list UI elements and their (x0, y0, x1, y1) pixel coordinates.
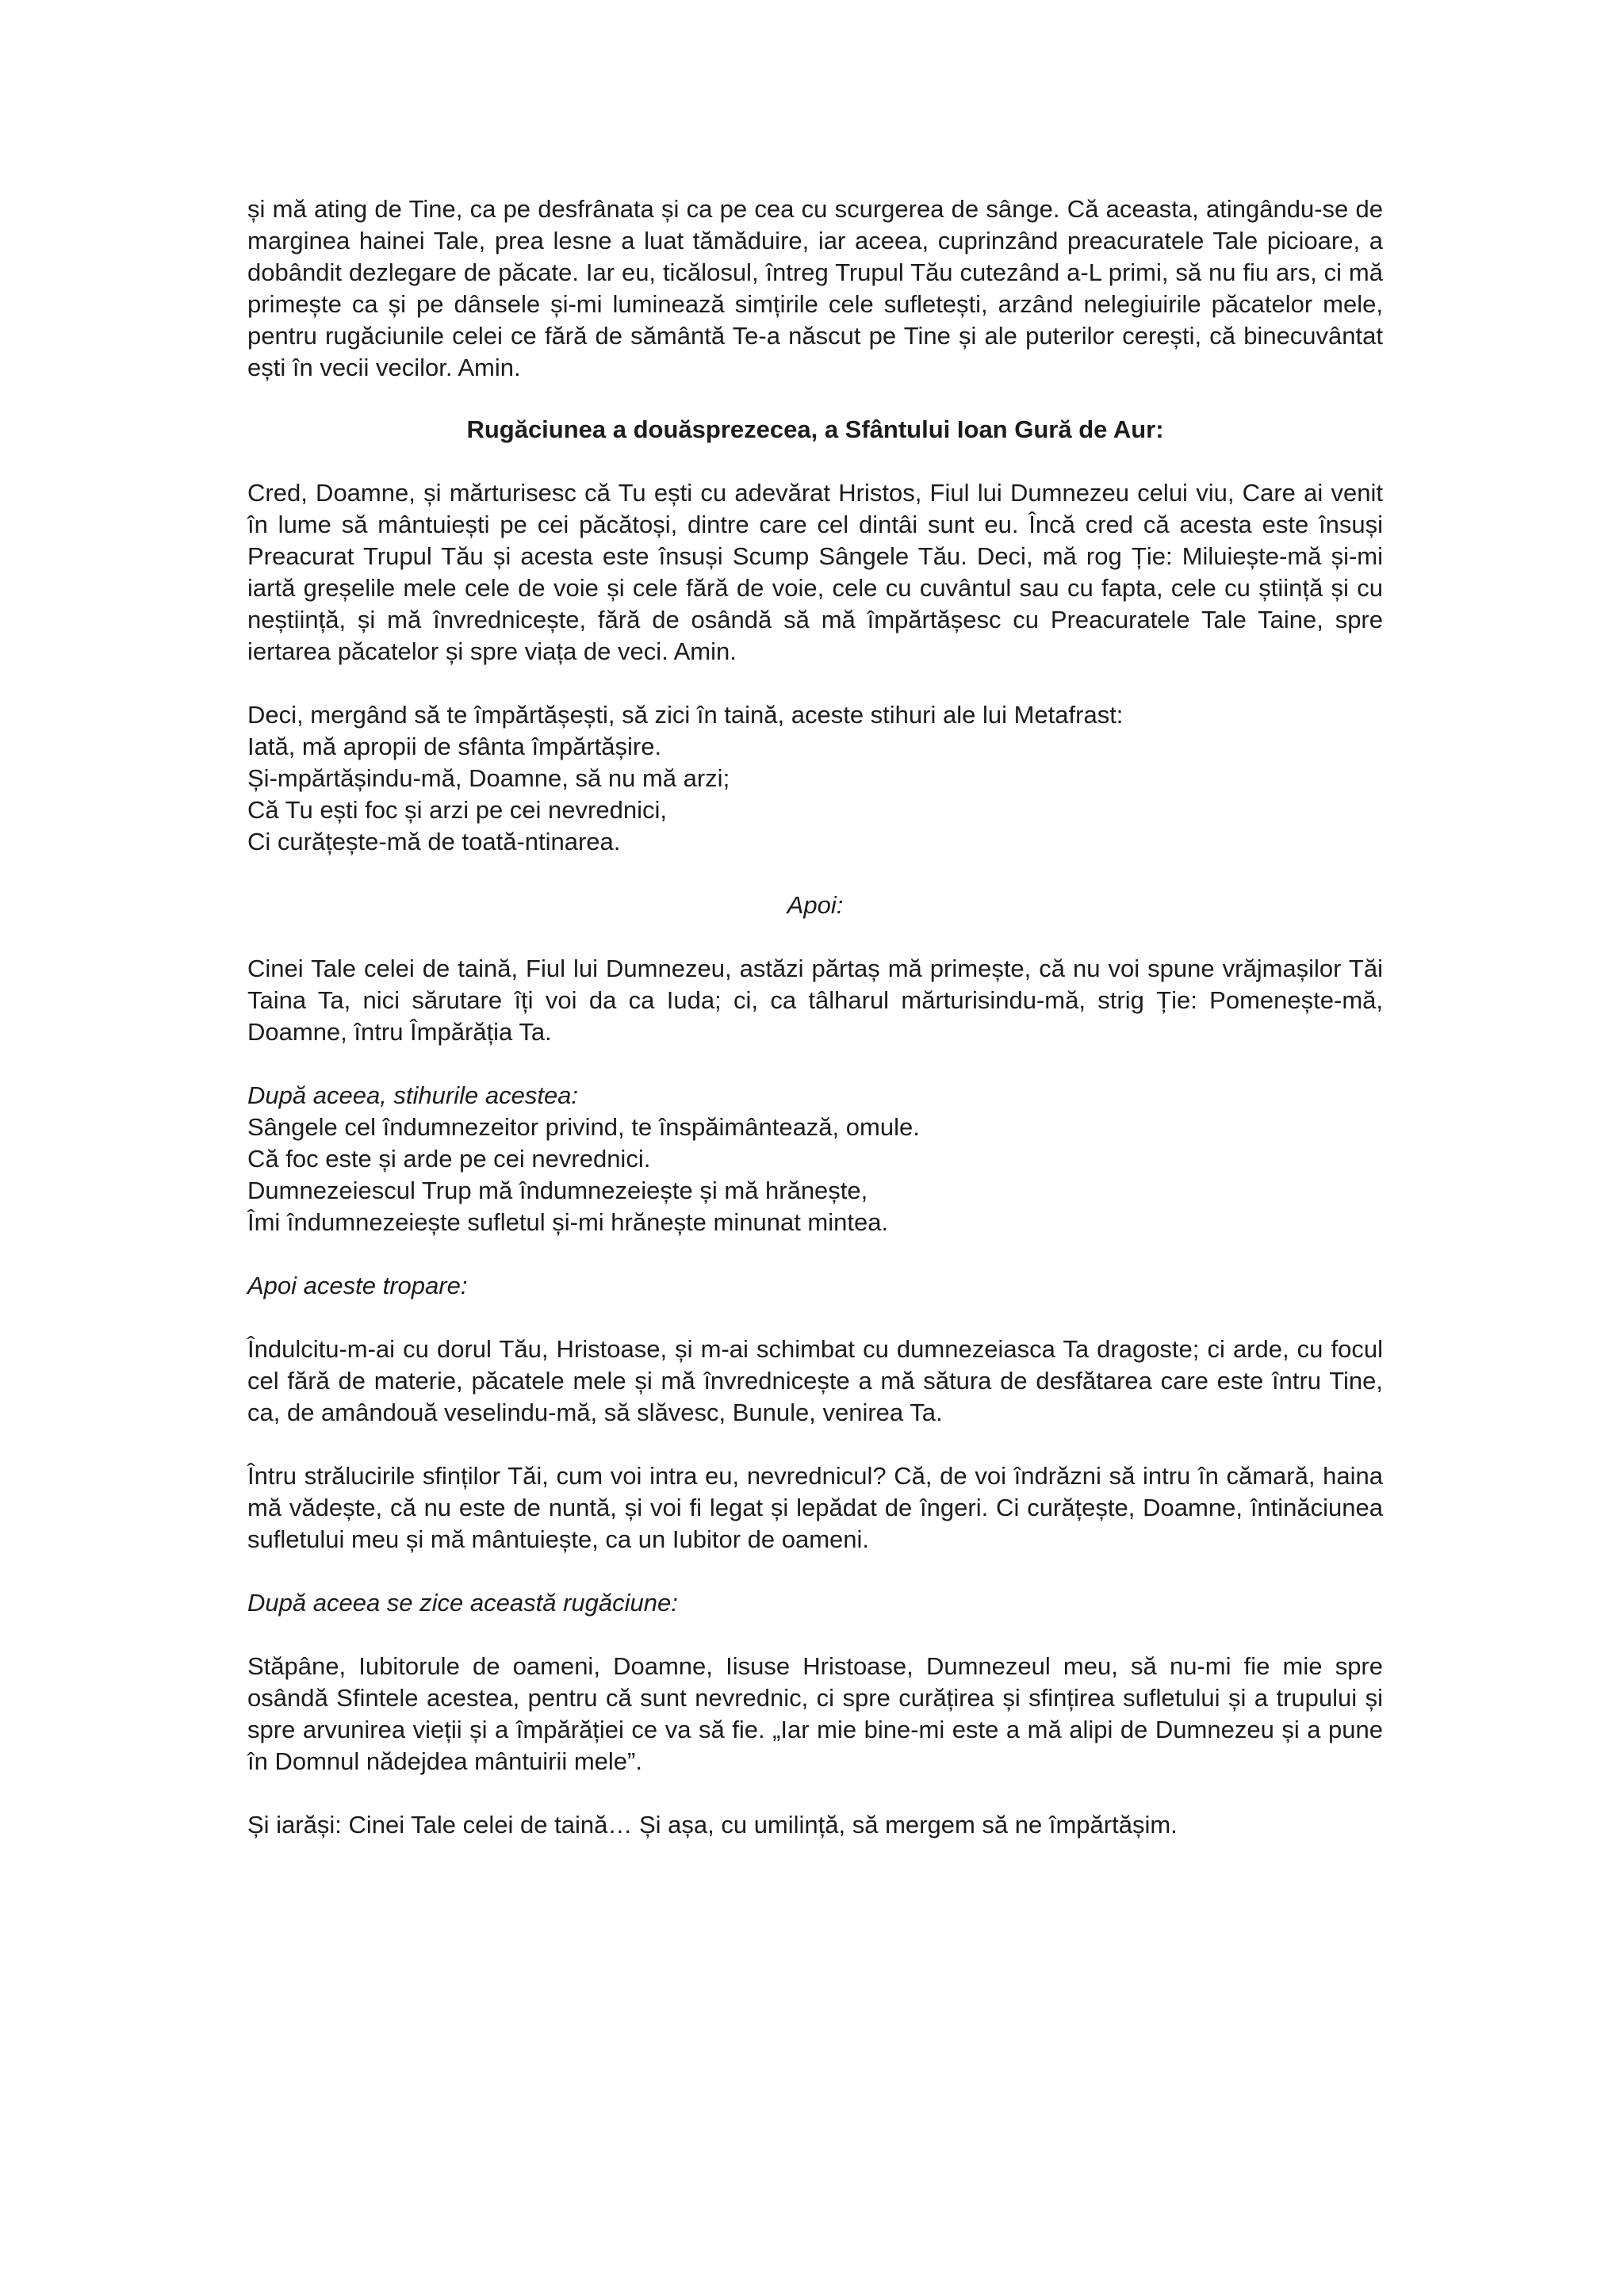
paragraph-metafrast-intro: Deci, mergând să te împărtășești, să zici în taină, aceste stihuri ale lui Metafrast: (247, 701, 1124, 729)
paragraph-troparion-2: Întru strălucirile sfinților Tăi, cum voi intra eu, nevrednicul? Că, de voi îndrăzni să intru în cămară, haina mă vădește, că nu este de nuntă, și voi fi legat și lepădat de îngeri. Ci curățește, Doamne, întinăciunea sufletului meu și mă mântuiește, ca un Iubitor de oameni. (247, 1462, 1383, 1553)
verse-line: Ci curățește-mă de toată-ntinarea. (247, 828, 621, 855)
document-page (247, 193, 1383, 1841)
verse-line: Că Tu ești foc și arzi pe cei nevrednici, (247, 796, 667, 824)
verse-stihuri (247, 1112, 1383, 1238)
paragraph-closing: Și iarăși: Cinei Tale celei de taină… Și așa, cu umilință, să mergem să ne împărtășim. (247, 1811, 1178, 1839)
paragraph-troparion-1: Îndulcitu-m-ai cu dorul Tău, Hristoase, și m-ai schimbat cu dumnezeiasca Ta dragoste; ci arde, cu focul cel fără de materie, păcatele mele și mă învrednicește a mă sătura de desfătarea care este întru Tine, ca, de amândouă veselindu-mă, să slăvesc, Bunule, venirea Ta. (247, 1335, 1383, 1426)
verse-line: Îmi îndumnezeiește sufletul și-mi hrănește minunat mintea. (247, 1208, 889, 1236)
verse-metafrast (247, 731, 1383, 858)
verse-line: Că foc este și arde pe cei nevrednici. (247, 1145, 651, 1173)
verse-line: Iată, mă apropii de sfânta împărtășire. (247, 733, 662, 760)
prayer-heading: Rugăciunea a douăsprezecea, a Sfântului Ioan Gură de Aur: (466, 415, 1164, 443)
paragraph-final-prayer: Stăpâne, Iubitorule de oameni, Doamne, Iisuse Hristoase, Dumnezeul meu, să nu-mi fie mie spre osândă Sfintele acestea, pentru că sunt nevrednic, ci spre curățirea și sfințirea sufletului și a trupului și spre arvunirea vieții și a împărăției ce va să fie. „Iar mie bine-mi este a mă alipi de Dumnezeu și a pune în Domnul nădejdea mântuirii mele”. (247, 1652, 1383, 1775)
rubric-apoi: Apoi: (787, 891, 844, 919)
verse-line: Dumnezeiescul Trup mă îndumnezeiește și mă hrănește, (247, 1177, 868, 1204)
verse-line: Sângele cel îndumnezeitor privind, te înspăimântează, omule. (247, 1113, 920, 1141)
paragraph-creed-prayer: Cred, Doamne, și mărturisesc că Tu ești cu adevărat Hristos, Fiul lui Dumnezeu celui viu, Care ai venit în lume să mântuiești pe cei păcătoși, dintre care cel dintâi sunt eu. Încă cred că acesta este însuși Preacurat Trupul Tău și acesta este însuși Scump Sângele Tău. Deci, mă rog Ție: Miluiește-mă și-mi iartă greșelile mele cele de voie și cele fără de voie, cele cu cuvântul sau cu fapta, cele cu știință și cu neștiință, și mă învrednicește, fără de osândă să mă împărtășesc cu Preacuratele Tale Taine, spre iertarea păcatelor și spre viața de veci. Amin. (247, 479, 1383, 665)
rubric-rugaciune: După aceea se zice această rugăciune: (247, 1589, 678, 1617)
paragraph-intro: și mă ating de Tine, ca pe desfrânata și ca pe cea cu scurgerea de sânge. Că aceasta, atingându-se de marginea hainei Tale, prea lesne a luat tămăduire, iar aceea, cuprinzând preacuratele Tale picioare, a dobândit dezlegare de păcate. Iar eu, ticălosul, întreg Trupul Tău cutezând a-L primi, să nu fiu ars, ci mă primește ca și pe dânsele și-mi luminează simțirile cele sufletești, arzând nelegiuirile păcatelor mele, pentru rugăciunile celei ce fără de sământă Te-a născut pe Tine și ale puterilor cerești, că binecuvântat ești în vecii vecilor. Amin. (247, 195, 1383, 381)
verse-line: Și-mpărtășindu-mă, Doamne, să nu mă arzi; (247, 764, 730, 792)
rubric-stihuri: După aceea, stihurile acestea: (247, 1081, 579, 1109)
paragraph-last-supper: Cinei Tale celei de taină, Fiul lui Dumnezeu, astăzi părtaș mă primește, că nu voi spune vrăjmașilor Tăi Taina Ta, nici sărutare îți voi da ca Iuda; ci, ca tâlharul mărturisindu-mă, strig Ție: Pomenește-mă, Doamne, întru Împărăția Ta. (247, 955, 1383, 1046)
rubric-tropare: Apoi aceste tropare: (247, 1272, 468, 1299)
